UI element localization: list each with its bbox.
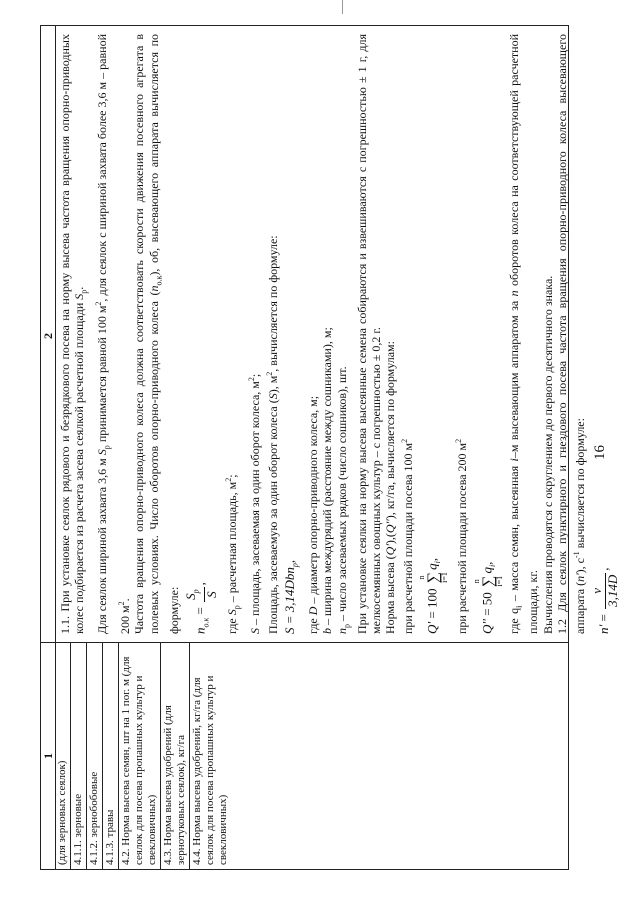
table-cell: 4.1.1. зерновые [71,643,87,869]
where-sp: где $S_р$ – расчетная площадь, $м^2$; [224,474,242,634]
paragraph-rate: Норма высева (Q'),(Q''), кг/га, вычисляется по формулам: [383,341,398,634]
formula-rate-200: Q'' = 50 n ∑ i=1 $q_i$, [471,561,504,634]
column-1-header: 1 [41,753,55,759]
table-cell: 4.3. Норма высева удобрений (для зернотуковых сеялок), кг/га [161,643,190,869]
column-2-header: 2 [41,333,55,339]
formula-rotation-speed: n' = v 3,14D , [589,567,620,634]
table-cell: 4.1.2. зернобобовые [87,643,103,869]
page-number: 16 [592,445,608,460]
area-formula-intro: Площадь, засеваемую за один оборот колеса (S), $м^2$, вычисляется по формуле: [264,235,280,634]
formula-rate-100: Q' = 100 n ∑ i=1 $q_i$, [417,557,450,634]
condition-100: при расчетной площади посева 100 $м^2$ [399,438,415,634]
where-np: $n_р$ – число засеваемых рядков (число сошников), шт. [334,366,352,634]
table-cell: (для зерновых сеялок) [55,643,71,869]
table-cell: 4.1.3. травы [103,643,119,869]
where-s: S – площадь, засеваемая за один оборот колеса, $м^2$; [247,373,263,634]
table-header [41,26,56,869]
paragraph-width: Для сеялок шириной захвата 3,6 м $S_р$ принимается равной 100 $м^2$, для сеялок с шириной захвата более 3,6 м – равной 200 $м^2$. [94,34,132,634]
where-b: b – ширина междурядий (расстояние между сошниками), м; [320,327,335,634]
paragraph-1-1: 1.1. При установке сеялок рядового и безрядкового посева на норму высева частота вращения опорно-приводных колес подбирается из расчета засева сеялкой расчетной площади $S_р$. [58,34,89,634]
paragraph-weighing: При установке сеялки на норму высева высеянные семена собираются и взвешиваются с погрешностью ± 1 г, для мелкосемянных овощных культур – с погрешностью ± 0,2 г. [354,34,384,634]
table-cell: 4.4. Норма высева удобрений, кг/га (для сеялок для посева пропашных культур и свекловичных) [191,675,229,865]
formula-area: S = 3,14Dbn$_р$, [282,559,300,634]
paragraph-1-2: 1.2 Для сеялок пунктирного и гнездового посева частота вращения опорно-приводного колеса высевающего аппарата (n'), $с^{-1}$ вычисляется по формуле: [555,34,587,634]
table-cell: 4.2. Норма высева семян, шт на 1 пог. м (для сеялок для посева пропашных культур и свекловичных) [119,643,161,869]
where-d: где D – диаметр опорно-приводного колеса, м; [306,395,321,634]
rounding-note: Вычисления проводятся с округлением до первого десятичного знака. [540,275,555,634]
condition-200: при расчетной площади посева 200 $м^2$ [454,438,470,634]
formula-revolutions: $n_{о.к}$ = $S_р$ S , [183,582,220,634]
paragraph-rotation: Частота вращения опорно-приводного колеса должна соответствовать скорости движения посевного агрегата в полевых условиях. Число оборотов опорно-приводного колеса $(n_{о.к})$, об, высевающего аппарата вычисляется по формуле: [132,34,181,634]
parameter-column [55,643,231,869]
where-qi: где $q_i$ – масса семян, высеянная i–м высевающим аппаратом за n оборотов колеса на соответствующей расчетной площади, кг. [506,33,541,634]
